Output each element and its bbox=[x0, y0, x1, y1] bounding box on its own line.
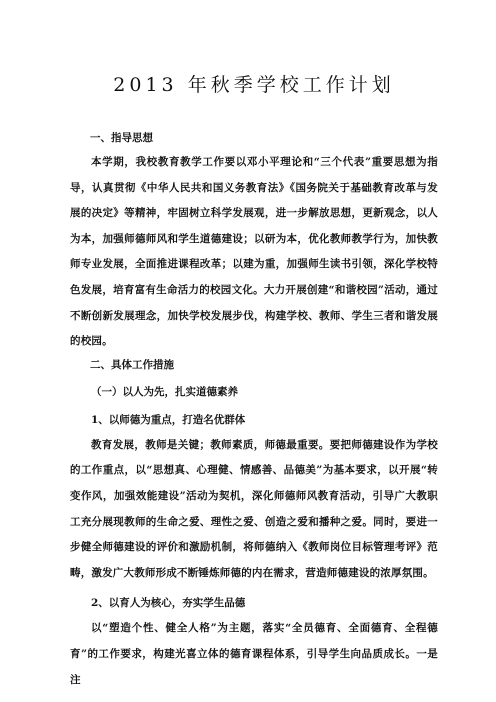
student-morality-paragraph: 以“塑造个性、健全人格”为主题，落实“全员德育、全面德育、全程德育”的工作要求，构建光喜立体的德育课程体系，引导学生向品质成长。一是注 bbox=[70, 622, 438, 686]
guiding-ideology-paragraph: 本学期，我校教育教学工作要以邓小平理论和“三个代表”重要思想为指导，认真贯彻《中华人民共和国义务教育法》《国务院关于基础教育改革与发展的决定》等精神，牢固树立科学发展观，进一步解放思想，更新观念，以人为本，加强师德师风和学生道德建设；以研为本，优化教师教学行为，加快教师专业发展，全面推进课程改革；以建为重，加强师生读书引领，深化学校特色发展，培育富有生命活力的校园文化。大力开展创建“和谐校园”活动，通过不断创新发展理念，加快学校发展步伐，构建学校、教师、学生三者和谐发展的校园。 bbox=[70, 156, 438, 348]
teacher-ethics-paragraph: 教育发展，教师是关键；教师素质，师德最重要。要把师德建设作为学校的工作重点，以“思想真、心理健、情感善、品德美”为基本要求，以开展“转变作风，加强效能建设”活动为契机，深化师德师风教育活动，引导广大教职工充分展现教师的生命之爱、理性之爱、创造之爱和播种之爱。同时，要进一步健全师德建设的评价和激励机制，将师德纳入《教师岗位目标管理考评》范畴，激发广大教师形成不断锤炼师德的内在需求，营造师德建设的浓厚氛围。 bbox=[70, 438, 438, 579]
section-heading-guiding-ideology: 一、指导思想 bbox=[90, 132, 153, 144]
document-title: 2013 年秋季学校工作计划 bbox=[113, 74, 395, 96]
subsection-heading-people-first: （一）以人为先，扎实道德素养 bbox=[91, 385, 238, 398]
item-heading-teacher-ethics: 1、以师德为重点，打造名优群体 bbox=[91, 413, 246, 426]
item-heading-student-morality: 2、以育人为核心，夯实学生品德 bbox=[91, 597, 246, 610]
section-heading-work-measures: 二、具体工作措施 bbox=[90, 358, 174, 371]
